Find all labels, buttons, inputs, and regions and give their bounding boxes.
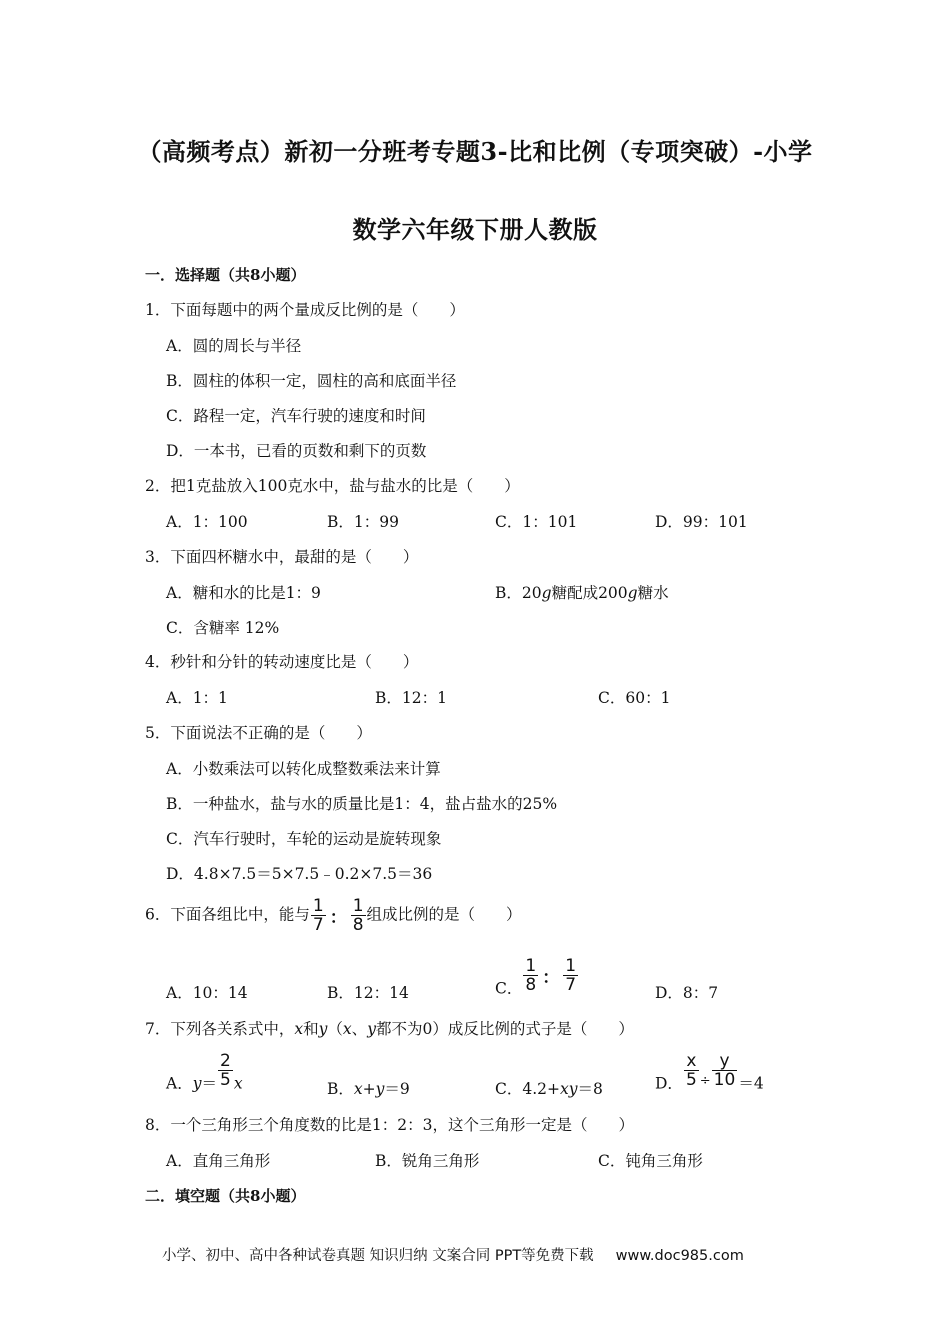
q7-option-c: C．4.2+xy＝8: [495, 1080, 603, 1098]
q6-option-a: A．10：14: [166, 984, 248, 1002]
q6-fraction-1-7: $\frac{1}{7}$: [312, 896, 324, 935]
q8-stem: 8．一个三角形三个角度数的比是1：2：3，这个三角形一定是（ ）: [145, 1116, 634, 1134]
q5-option-b: B．一种盐水，盐与水的质量比是1：4，盐占盐水的25%: [166, 795, 558, 813]
q1-option-c: C．路程一定，汽车行驶的速度和时间: [166, 407, 426, 425]
q8-option-a: A．直角三角形: [166, 1152, 271, 1170]
q4-option-a: A．1：1: [166, 689, 228, 707]
footer-site-link[interactable]: www.doc985.com: [615, 1248, 744, 1264]
q1-option-b: B．圆柱的体积一定，圆柱的高和底面半径: [166, 372, 457, 390]
q2-option-b: B．1：99: [327, 513, 399, 531]
q7-option-d: D． $\frac{x}{5}$ $_\div$ $\frac{y}{10}$ ＝4: [655, 1051, 764, 1093]
q3-option-c: C．含糖率 12%: [166, 619, 280, 637]
q2-stem: 2．把1克盐放入100克水中，盐与盐水的比是（ ）: [145, 477, 520, 495]
q7-stem: 7．下列各关系式中，x和y（x、y都不为0）成反比例的式子是（ ）: [145, 1020, 634, 1038]
q3-stem: 3．下面四杯糖水中，最甜的是（ ）: [145, 548, 419, 566]
section-heading-choice: 一．选择题（共8小题）: [145, 266, 306, 284]
footer: [162, 1244, 744, 1265]
q6-option-b: B．12：14: [327, 984, 409, 1002]
q7-option-b: B．x+y＝9: [327, 1080, 410, 1098]
q4-option-c: C．60：1: [598, 689, 671, 707]
q6-option-d: D．8：7: [655, 984, 719, 1002]
q4-option-b: B．12：1: [375, 689, 447, 707]
footer-text: 小学、初中、高中各种试卷真题 知识归纳 文案合同 PPT等免费下载: [162, 1248, 594, 1264]
q5-option-d: D．4.8×7.5＝5×7.5﹣0.2×7.5＝36: [166, 865, 433, 883]
q3-option-b: B．20g糖配成200g糖水: [495, 584, 669, 602]
q8-option-c: C．钝角三角形: [598, 1152, 703, 1170]
q6-stem: 6．下面各组比中，能与 $\frac{1}{7}$ ： $\frac{1}{8}$ 组成比例的是（ ）: [145, 896, 522, 935]
q8-option-b: B．锐角三角形: [375, 1152, 480, 1170]
q3-option-a: A．糖和水的比是1：9: [166, 584, 321, 602]
q5-option-a: A．小数乘法可以转化成整数乘法来计算: [166, 760, 441, 778]
q5-stem: 5．下面说法不正确的是（ ）: [145, 724, 372, 742]
page-title-line2: 数学六年级下册人教版: [352, 215, 598, 244]
q1-option-a: A．圆的周长与半径: [166, 337, 302, 355]
q6-fraction-1-8: $\frac{1}{8}$: [352, 896, 364, 935]
q6-option-c: C． $\frac{1}{8}$ ： $\frac{1}{7}$: [495, 956, 577, 998]
q2-option-a: A．1：100: [166, 513, 248, 531]
q2-option-c: C．1：101: [495, 513, 578, 531]
section-heading-fill: 二．填空题（共8小题）: [145, 1187, 306, 1205]
q1-option-d: D．一本书，已看的页数和剩下的页数: [166, 442, 427, 460]
q5-option-c: C．汽车行驶时，车轮的运动是旋转现象: [166, 830, 442, 848]
q4-stem: 4．秒针和分针的转动速度比是（ ）: [145, 653, 419, 671]
q7-option-a: A．y＝ $\frac{2}{5}$ x: [166, 1051, 243, 1093]
q2-option-d: D．99：101: [655, 513, 748, 531]
page-title-line1: （高频考点）新初一分班考专题3-比和比例（专项突破）-小学: [137, 137, 813, 166]
q1-stem: 1．下面每题中的两个量成反比例的是（ ）: [145, 301, 465, 319]
